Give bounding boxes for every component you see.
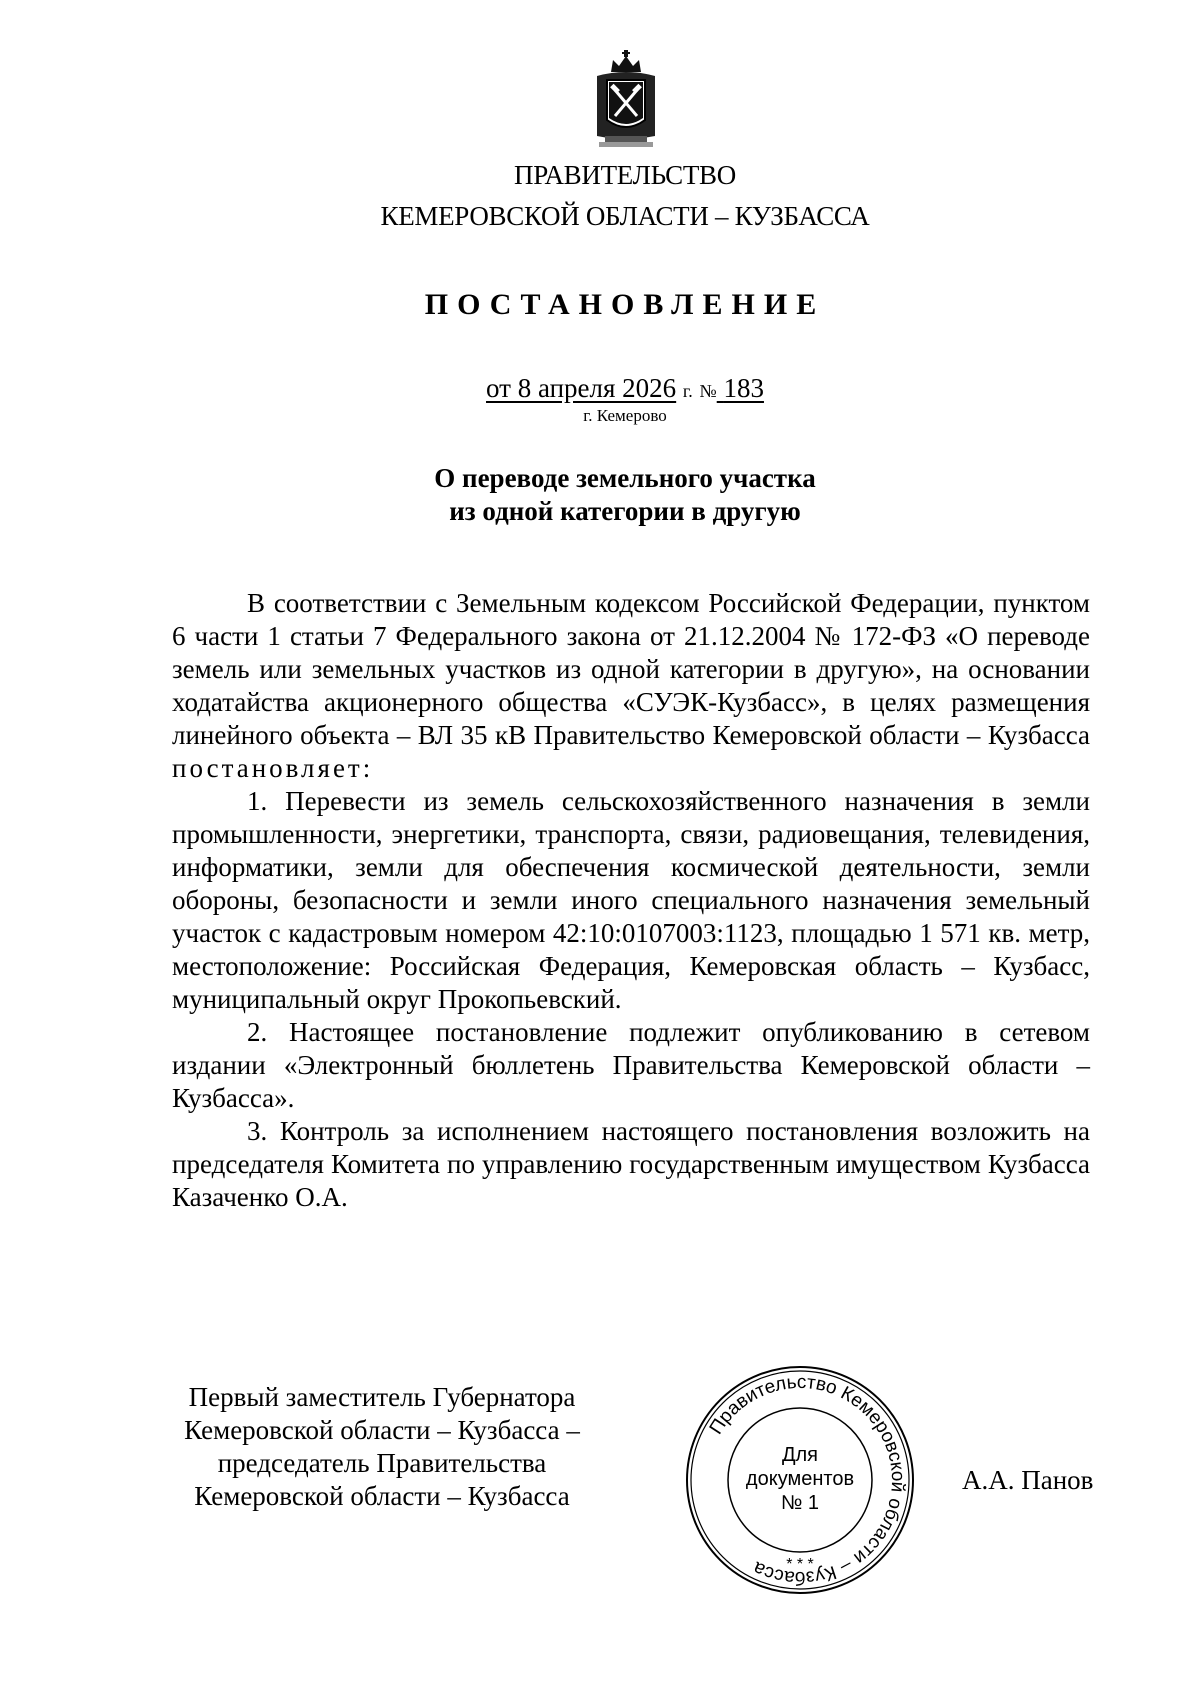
document-number: 183 bbox=[723, 373, 764, 403]
seal-center-line-2: документов bbox=[745, 1468, 855, 1490]
coat-of-arms-emblem bbox=[591, 50, 661, 150]
signatory-title-line-4: Кемеровской области – Кузбасса bbox=[194, 1481, 570, 1511]
decree-word: постановляет: bbox=[172, 753, 374, 783]
item-3-paragraph: 3. Контроль за исполнением настоящего постановления возложить на председателя Комитета по управлению государственным имуществом Кузбасса Казаченко О.А. bbox=[172, 1116, 1090, 1212]
document-type-title: ПОСТАНОВЛЕНИЕ bbox=[424, 288, 826, 321]
signatory-name: А.А. Панов bbox=[962, 1465, 1094, 1495]
item-1-paragraph: 1. Перевести из земель сельскохозяйственного назначения в земли промышленности, энергетики, транспорта, связи, радиовещания, телевидения, информатики, земли для обеспечения космической деятельности, земли обороны, безопасности и земли иного специального назначения земельный участок с кадастровым номером 42:10:0107003:1123, площадью 1 571 кв. метр, местоположение: Российская Федерация, Кемеровская область – Кузбасс, муниципальный округ Прокопьевский. bbox=[172, 786, 1090, 1014]
seal-center-line-3: № 1 bbox=[780, 1492, 820, 1514]
org-name-line-1: ПРАВИТЕЛЬСТВО bbox=[514, 160, 736, 190]
document-subject bbox=[0, 462, 1200, 528]
signatory-title bbox=[160, 1381, 604, 1513]
official-seal-stamp bbox=[680, 1360, 920, 1600]
org-name-line-2: КЕМЕРОВСКОЙ ОБЛАСТИ – КУЗБАССА bbox=[380, 201, 870, 231]
seal-stars: * * * bbox=[786, 1556, 814, 1573]
preamble-paragraph: В соответствии с Земельным кодексом Российской Федерации, пунктом 6 части 1 статьи 7 Федерального закона от 21.12.2004 № 172-ФЗ «О переводе земель или земельных участков из одной категории в другую», на основании ходатайства акционерного общества «СУЭК-Кузбасс», в целях размещения линейного объекта – ВЛ 35 кВ Правительство Кемеровской области – Кузбасса постановляет: bbox=[172, 588, 1090, 783]
item-2-paragraph: 2. Настоящее постановление подлежит опубликованию в сетевом издании «Электронный бюллетень Правительства Кемеровской области – Кузбасса». bbox=[172, 1017, 1090, 1113]
subject-line-1: О переводе земельного участка bbox=[434, 463, 816, 493]
subject-line-2: из одной категории в другую bbox=[449, 496, 801, 526]
document-city: г. Кемерово bbox=[583, 406, 667, 425]
document-date: от 8 апреля 2026 bbox=[486, 373, 677, 403]
year-suffix: г. bbox=[682, 381, 693, 401]
seal-ring-text: Правительство Кемеровской области – Кузбасса bbox=[705, 1371, 909, 1589]
signatory-title-line-3: председатель Правительства bbox=[217, 1448, 547, 1478]
document-body bbox=[172, 587, 1090, 1214]
document-date-number bbox=[0, 373, 1200, 404]
seal-center-line-1: Для bbox=[781, 1444, 819, 1466]
signatory-title-line-1: Первый заместитель Губернатора bbox=[188, 1382, 576, 1412]
signatory-title-line-2: Кемеровской области – Кузбасса – bbox=[184, 1415, 580, 1445]
number-sign: № bbox=[699, 381, 717, 401]
